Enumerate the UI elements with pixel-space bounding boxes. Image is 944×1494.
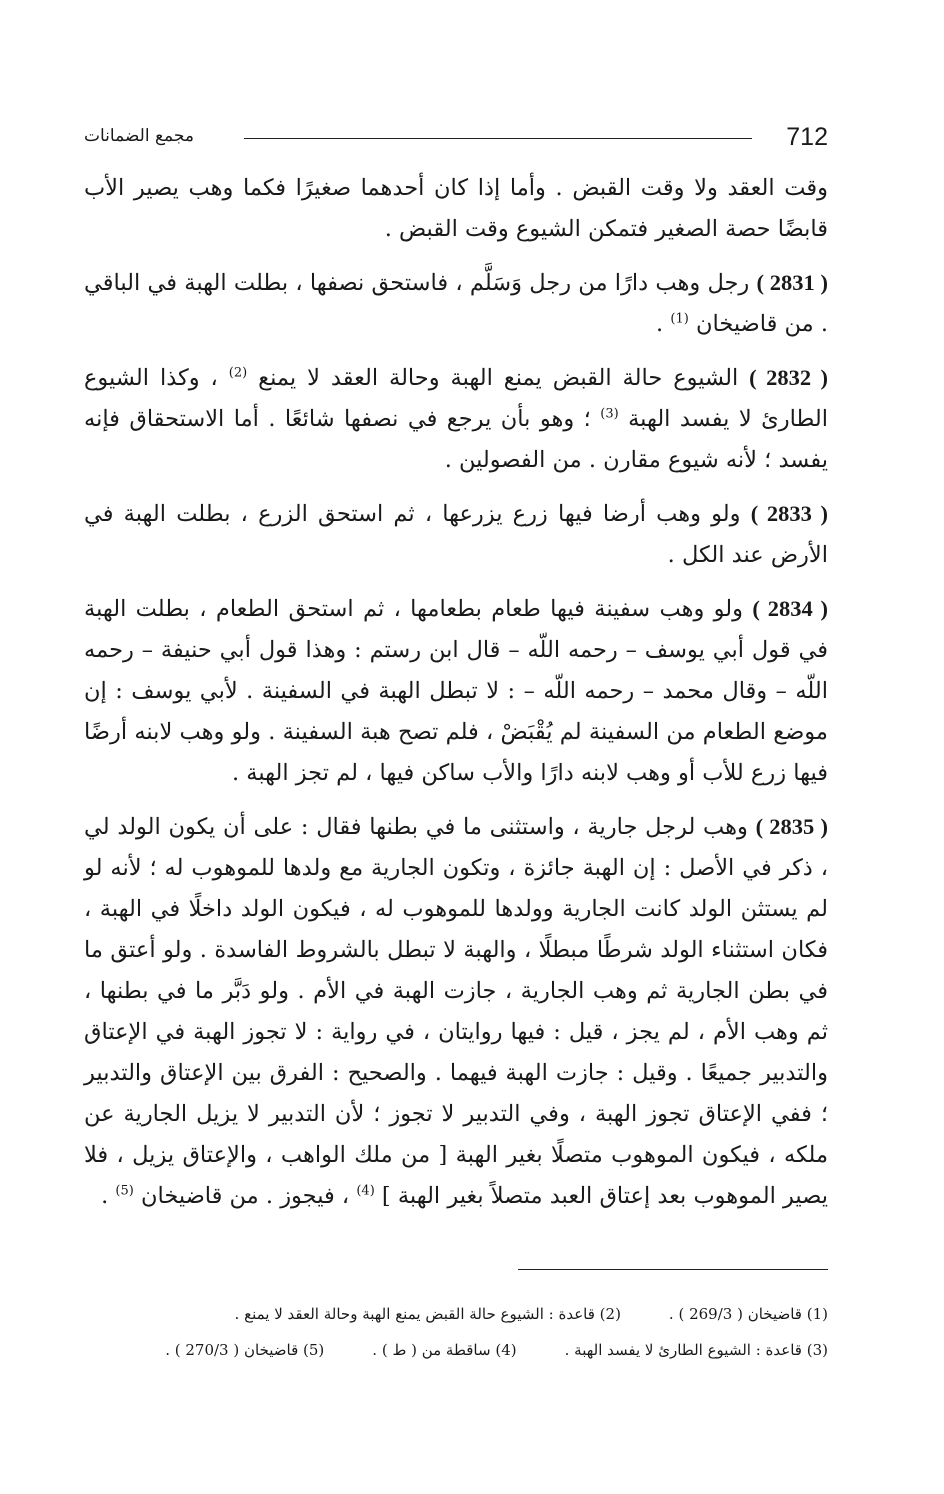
paragraph-text: ولو وهب أرضا فيها زرع يزرعها ، ثم استحق الزرع ، بطلت الهبة في الأرض عند الكل . xyxy=(84,501,828,568)
paragraph-text: الشيوع حالة القبض يمنع الهبة وحالة العقد لا يمنع xyxy=(247,365,750,391)
paragraph-text: وهب لرجل جارية ، واستثنى ما في بطنها فقال : على أن يكون الولد لي ، ذكر في الأصل : إن الهبة جائزة ، وتكون الجارية مع ولدها للموهوب له ؛ لأنه لو لم يستثن الولد كانت الجارية وولدها للموهوب له ، فيكون الولد داخلًا في الهبة ، فكان استثناء الولد شرطًا مبطلًا ، والهبة لا تبطل بالشروط الفاسدة . ولو أعتق ما في بطن الجارية ثم وهب الجارية ، جازت الهبة في الأم . ولو دَبَّر ما في بطنها ، ثم وهب الأم ، لم يجز ، قيل : فيها روايتان ، في رواية : لا تجوز الهبة في الإعتاق والتدبير جميعًا . وقيل : جازت الهبة فيهما . والصحيح : الفرق بين الإعتاق والتدبير ؛ ففي الإعتاق تجوز الهبة ، وفي التدبير لا تجوز ؛ لأن التدبير لا يزيل الجارية عن ملكه ، فيكون الموهوب متصلًا بغير الهبة [ من ملك الواهب ، والإعتاق يزيل ، فلا يصير الموهوب بعد إعتاق العبد متصلاً بغير الهبة ] xyxy=(84,814,828,1209)
running-header xyxy=(84,122,828,156)
footnote-ref-2: (2) xyxy=(228,365,248,381)
paragraph-text: رجل وهب دارًا من رجل وَسَلَّم ، فاستحق نصفها ، بطلت الهبة في الباقي . من قاضيخان xyxy=(84,270,828,337)
paragraph-text: ؛ وهو بأن يرجع في نصفها شائعًا . أما الاستحقاق فإنه يفسد ؛ لأنه شيوع مقارن . من الفصولين . xyxy=(84,406,828,473)
paragraph-2832 xyxy=(84,357,828,481)
footnote-ref-1: (1) xyxy=(670,311,689,327)
footnote-line xyxy=(84,1296,828,1332)
footnote-4: (4) ساقطة من ( ط ) . xyxy=(372,1341,517,1359)
paragraph-number: ( 2832 ) xyxy=(749,365,829,390)
paragraph-end: . xyxy=(656,311,671,337)
paragraph-2833 xyxy=(84,493,828,576)
paragraph-text: ، وكذا الشيوع الطارئ لا يفسد الهبة xyxy=(84,365,828,432)
paragraph-text: ولو وهب سفينة فيها طعام بطعامها ، ثم استحق الطعام ، بطلت الهبة في قول أبي يوسف – رحمه اللّه – قال ابن رستم : وهذا قول أبي حنيفة – رحمه اللّه – وقال محمد – رحمه اللّه – : لا تبطل الهبة في السفينة . لأبي يوسف : إن موضع الطعام من السفينة لم يُقْبَضْ ، فلم تصح هبة السفينة . ولو وهب لابنه أرضًا فيها زرع للأب أو وهب لابنه دارًا والأب ساكن فيها ، لم تجز الهبة . xyxy=(84,596,828,786)
book-title: مجمع الضمانات xyxy=(84,126,194,146)
paragraph-number: ( 2835 ) xyxy=(755,814,828,839)
footnotes xyxy=(84,1296,828,1368)
paragraph-continued xyxy=(84,168,828,250)
paragraph-number: ( 2831 ) xyxy=(756,270,829,295)
main-text xyxy=(84,168,828,1229)
paragraph-2831 xyxy=(84,262,828,345)
paragraph-number: ( 2834 ) xyxy=(752,596,829,621)
paragraph-2835 xyxy=(84,806,828,1217)
footnote-ref-5: (5) xyxy=(115,1183,134,1199)
footnote-line xyxy=(84,1332,828,1368)
header-rule xyxy=(244,138,752,139)
page-number: 712 xyxy=(786,123,828,151)
footnote-3: (3) قاعدة : الشيوع الطارئ لا يفسد الهبة . xyxy=(564,1341,828,1359)
paragraph-2834 xyxy=(84,588,828,794)
paragraph-text: ، فيجوز . من قاضيخان xyxy=(133,1183,357,1209)
footnote-1: (1) قاضيخان ( 269/3 ) . xyxy=(668,1305,828,1323)
footnote-separator xyxy=(518,1269,828,1270)
footnote-ref-4: (4) xyxy=(356,1183,375,1199)
paragraph-end: . xyxy=(101,1183,116,1209)
footnote-5: (5) قاضيخان ( 270/3 ) . xyxy=(165,1341,325,1359)
footnote-ref-3: (3) xyxy=(600,406,619,422)
paragraph-text: وقت العقد ولا وقت القبض . وأما إذا كان أحدهما صغيرًا فكما وهب يصير الأب قابضًا حصة الصغير فتمكن الشيوع وقت القبض . xyxy=(84,175,828,242)
paragraph-number: ( 2833 ) xyxy=(750,501,829,526)
footnote-2: (2) قاعدة : الشيوع حالة القبض يمنع الهبة وحالة العقد لا يمنع . xyxy=(234,1305,621,1323)
